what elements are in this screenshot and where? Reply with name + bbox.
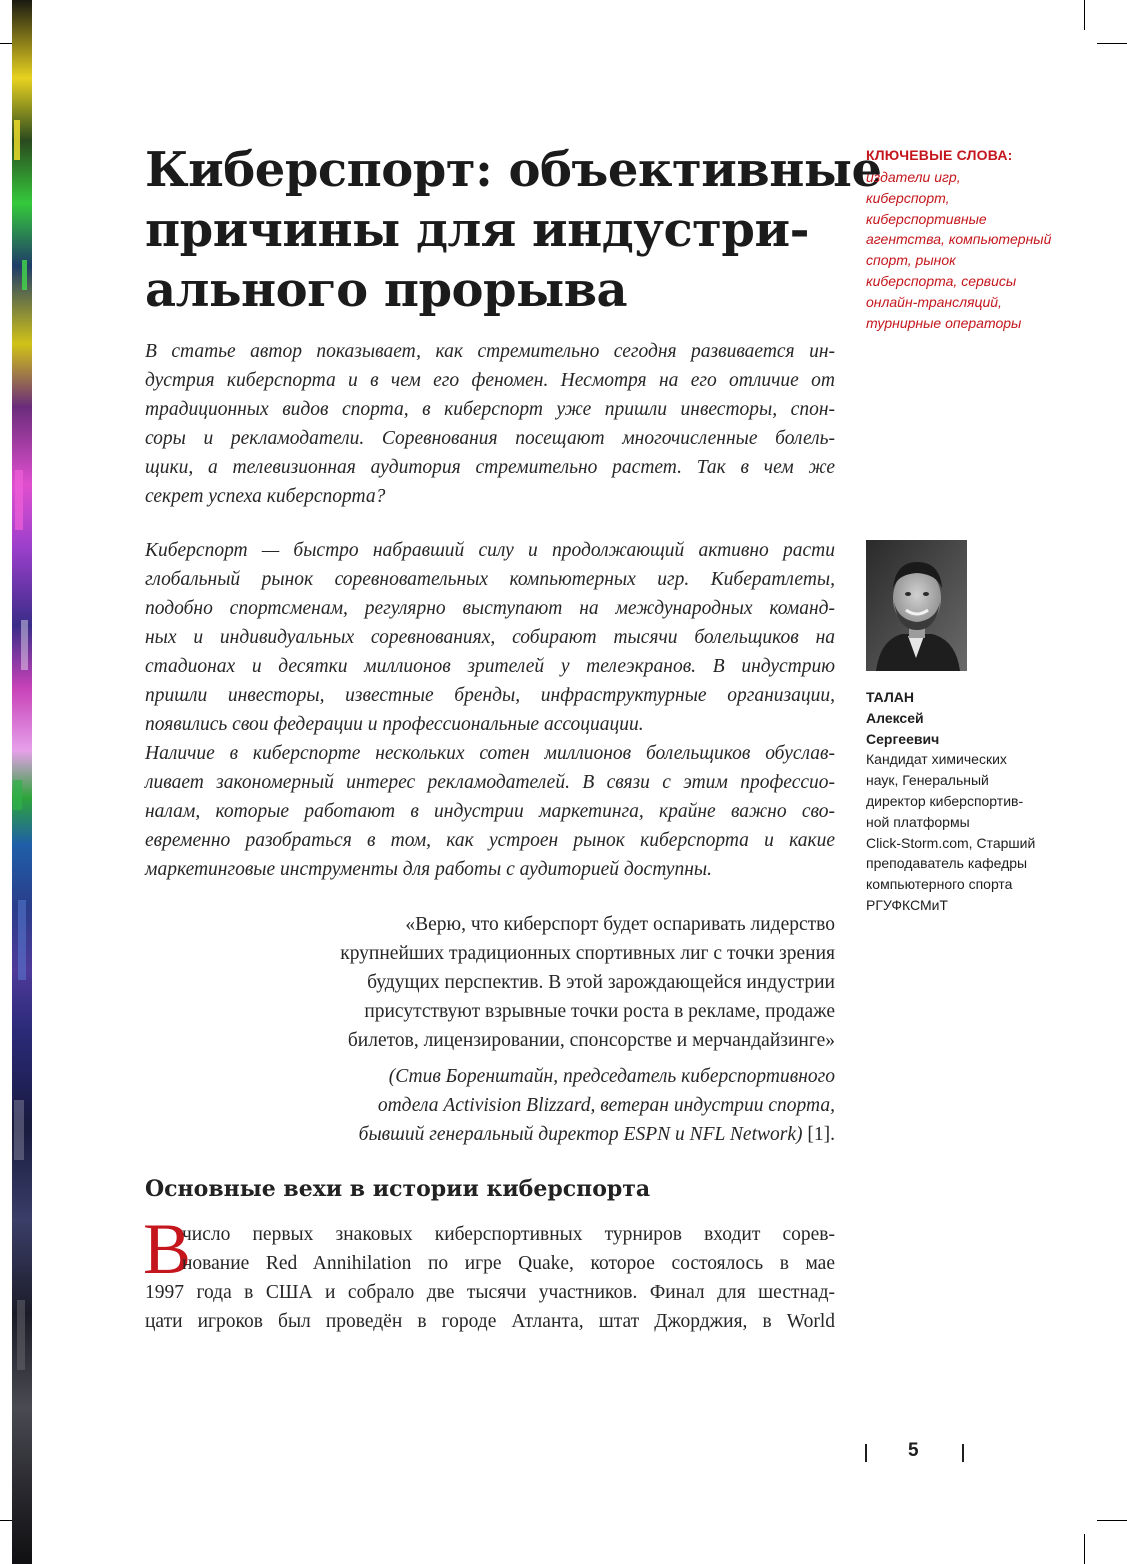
keyword-line: турнирные операторы bbox=[866, 314, 1022, 331]
crop-mark-top-right-v bbox=[1084, 0, 1085, 30]
intro-line: Наличие в киберспорте нескольких сотен миллионов болельщиков обуслав- bbox=[145, 743, 835, 764]
author-info bbox=[866, 687, 1066, 916]
keyword-line: спорт, рынок bbox=[866, 252, 956, 269]
keywords-heading: КЛЮЧЕВЫЕ СЛОВА: bbox=[866, 147, 1013, 163]
citation-ref: [1]. bbox=[807, 1124, 835, 1145]
intro-line: появились свои федерации и профессиональные ассоциации. bbox=[145, 714, 644, 735]
quote-line: присутствуют взрывные точки роста в рекламе, продаже bbox=[364, 1001, 835, 1022]
intro-line: глобальный рынок соревновательных компьютерных игр. Кибератлеты, bbox=[145, 569, 835, 590]
abstract-line: секрет успеха киберспорта? bbox=[145, 486, 386, 507]
crop-mark-top-right-h bbox=[1097, 43, 1127, 44]
section-heading: Основные вехи в истории киберспорта bbox=[145, 1176, 651, 1202]
title-line: Киберспорт: объективные bbox=[145, 142, 882, 198]
author-bio-line: РГУФКСМиТ bbox=[866, 896, 948, 913]
intro-line: ливает закономерный интерес рекламодателей. В связи с этим профессио- bbox=[145, 772, 835, 793]
author-bio-line: Click-Storm.com, Старший bbox=[866, 834, 1036, 851]
author-bio-line: ной платформы bbox=[866, 813, 970, 830]
body-text bbox=[143, 1209, 835, 1336]
attribution-line: отдела Activision Blizzard, ветеран индустрии спорта, bbox=[377, 1095, 835, 1116]
intro-line: налам, которые работают в индустрии маркетинга, крайне важно сво- bbox=[145, 801, 835, 822]
keyword-line: киберспортивные bbox=[866, 210, 987, 227]
title-line: причины для индустри- bbox=[145, 202, 810, 258]
intro-text bbox=[145, 536, 835, 884]
author-surname: ТАЛАН bbox=[866, 689, 914, 705]
page-number-bar-left bbox=[865, 1444, 867, 1462]
body-line: цати игроков был проведён в городе Атланта, штат Джорджия, в World bbox=[145, 1311, 835, 1332]
article-title bbox=[145, 140, 882, 320]
page-number-bar-right bbox=[962, 1444, 964, 1462]
author-bio-line: преподаватель кафедры bbox=[866, 855, 1028, 872]
crop-mark-bottom-right-v bbox=[1084, 1534, 1085, 1564]
abstract-line: щики, а телевизионная аудитория стремительно растет. Так в чем же bbox=[145, 457, 835, 478]
body-line: число первых знаковых киберспортивных турниров входит сорев- bbox=[182, 1224, 835, 1245]
attribution-line: (Стив Боренштайн, председатель киберспортивного bbox=[388, 1066, 835, 1087]
quote-attribution bbox=[200, 1062, 835, 1149]
abstract bbox=[145, 337, 835, 511]
author-patronymic: Сергеевич bbox=[866, 730, 940, 747]
attribution-line bbox=[200, 1120, 835, 1149]
keyword-line: онлайн-трансляций, bbox=[866, 293, 1002, 310]
intro-line: Киберспорт — быстро набравший силу и продолжающий активно расти bbox=[145, 540, 835, 561]
keyword-line: агентства, компьютерный bbox=[866, 231, 1052, 248]
abstract-line: В статье автор показывает, как стремительно сегодня развивается ин- bbox=[145, 341, 835, 362]
body-line: 1997 года в США и собрало две тысячи участников. Финал для шестнад- bbox=[145, 1282, 835, 1303]
attribution-text: бывший генеральный директор ESPN и NFL Network) bbox=[358, 1124, 803, 1145]
pull-quote bbox=[200, 910, 835, 1055]
page-number: 5 bbox=[908, 1440, 919, 1461]
author-bio-line: компьютерного спорта bbox=[866, 876, 1013, 893]
author-photo bbox=[866, 540, 967, 671]
intro-line: евременно разобраться в том, как устроен рынок киберспорта и какие bbox=[145, 830, 835, 851]
quote-line: крупнейших традиционных спортивных лиг с точки зрения bbox=[340, 943, 835, 964]
quote-line: билетов, лицензировании, спонсорстве и мерчандайзинге» bbox=[347, 1030, 835, 1051]
intro-line: стадионах и десятки миллионов зрителей у телеэкранов. В индустрию bbox=[145, 656, 835, 677]
keyword-line: киберспорта, сервисы bbox=[866, 272, 1017, 289]
author-first-name: Алексей bbox=[866, 709, 924, 726]
intro-line: пришли инвесторы, известные бренды, инфраструктурные организации, bbox=[145, 685, 835, 706]
keyword-line: киберспорт, bbox=[866, 189, 950, 206]
title-line: ального прорыва bbox=[145, 262, 628, 318]
crop-mark-bottom-right-h bbox=[1097, 1520, 1127, 1521]
quote-line: будущих перспектив. В этой зарождающейся индустрии bbox=[367, 972, 835, 993]
drop-cap: В bbox=[143, 1209, 192, 1289]
author-bio-line: наук, Генеральный bbox=[866, 772, 989, 789]
author-bio-line: Кандидат химических bbox=[866, 751, 1007, 768]
intro-line: ных и индивидуальных соревнованиях, собирают тысячи болельщиков на bbox=[145, 627, 835, 648]
abstract-line: соры и рекламодатели. Соревнования посещают многочисленные болель- bbox=[145, 428, 835, 449]
abstract-line: дустрия киберспорта и в чем его феномен. Несмотря на его отличие от bbox=[145, 370, 835, 391]
author-bio-line: директор киберспортив- bbox=[866, 792, 1024, 809]
quote-line: «Верю, что киберспорт будет оспаривать лидерство bbox=[405, 914, 835, 935]
intro-line: маркетинговые инструменты для работы с аудиторией доступны. bbox=[145, 859, 712, 880]
keyword-line: издатели игр, bbox=[866, 169, 961, 185]
decorative-image-strip bbox=[12, 0, 32, 1564]
abstract-line: традиционных видов спорта, в киберспорт уже пришли инвесторы, спон- bbox=[145, 399, 835, 420]
intro-line: подобно спортсменам, регулярно выступают на международных команд- bbox=[145, 598, 835, 619]
body-line: нование Red Annihilation по игре Quake, которое состоялось в мае bbox=[182, 1253, 835, 1274]
keywords-list bbox=[866, 167, 1056, 333]
